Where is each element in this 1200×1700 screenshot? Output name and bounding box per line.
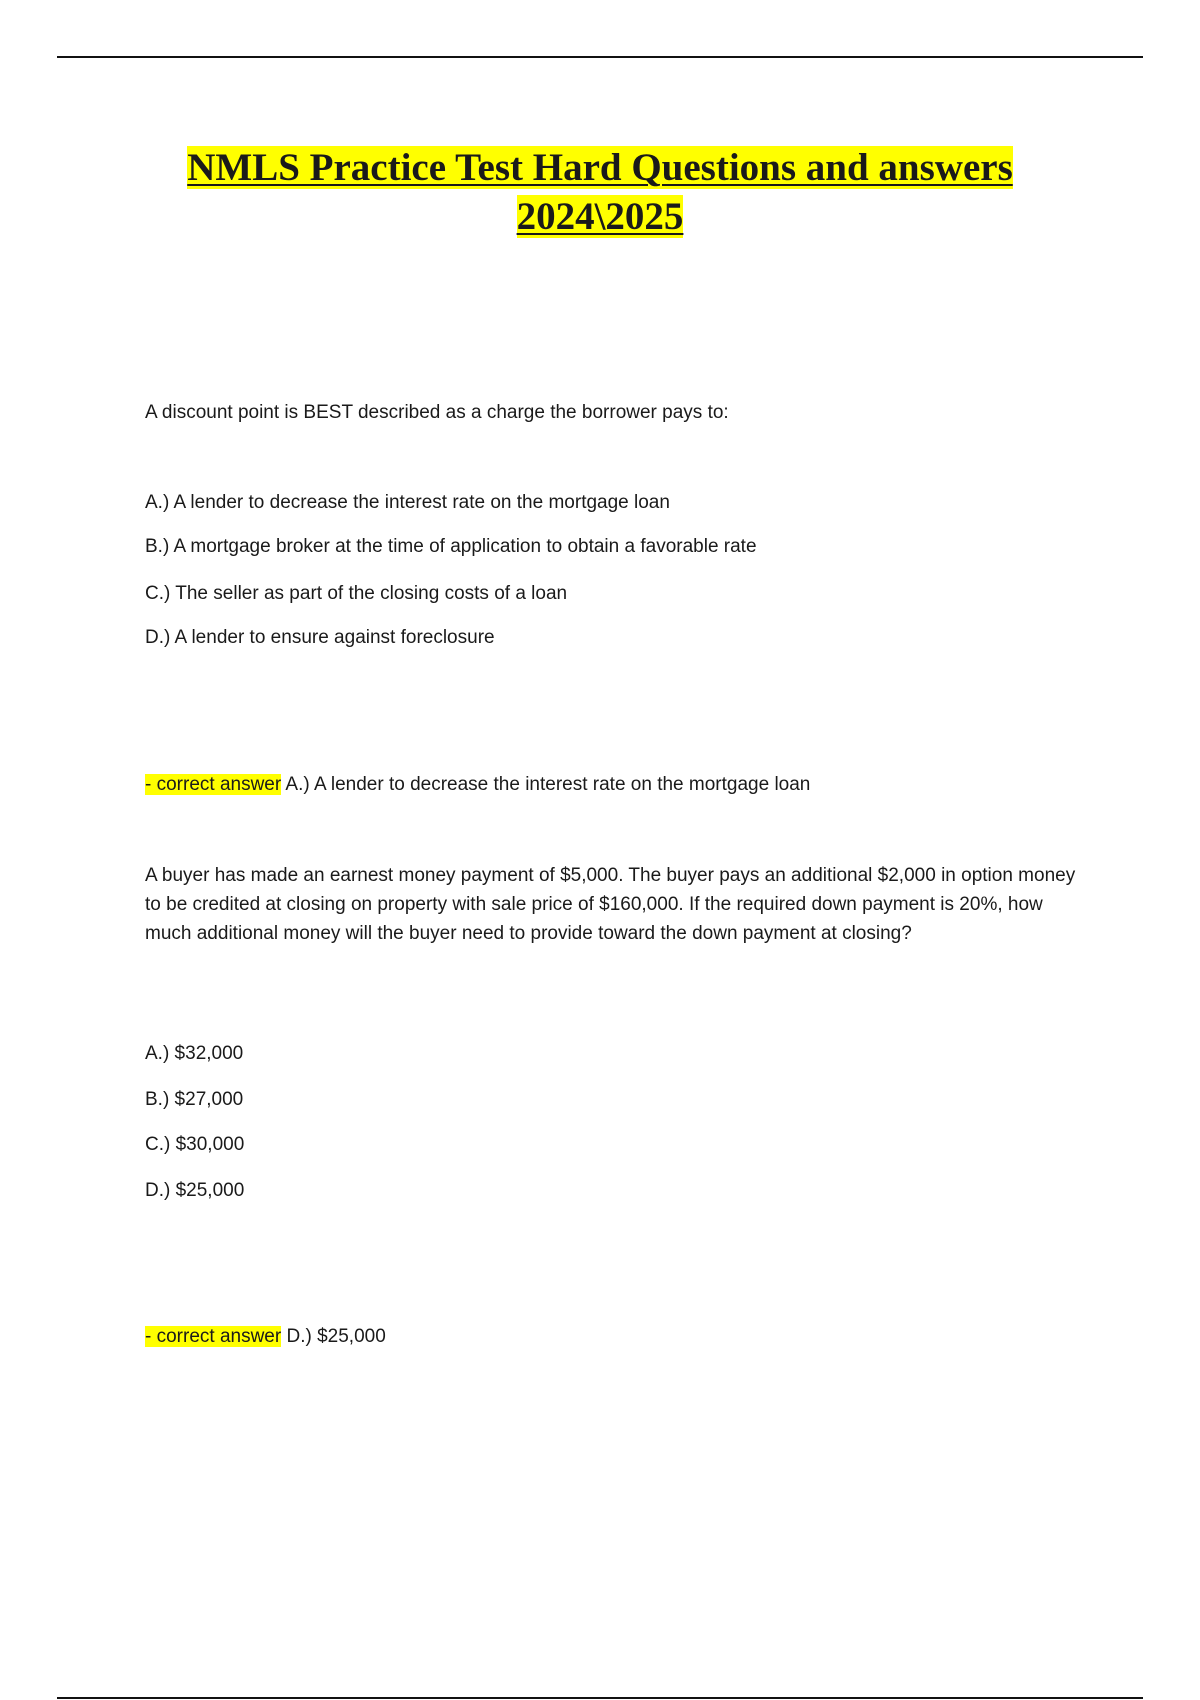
question-1-answer <box>145 770 810 799</box>
question-2-option-a: A.) $32,000 <box>145 1043 244 1064</box>
question-1-option-c: C.) The seller as part of the closing costs of a loan <box>145 583 568 604</box>
document-title <box>0 143 1200 241</box>
header-rule <box>57 56 1143 58</box>
title-line-2: 2024\2025 <box>516 195 684 238</box>
correct-answer-label: - correct answer <box>145 1326 282 1347</box>
question-2-option-b: B.) $27,000 <box>145 1089 244 1110</box>
question-2-option-c: C.) $30,000 <box>145 1134 245 1155</box>
footer-rule <box>57 1697 1143 1699</box>
question-1-prompt: A discount point is BEST described as a charge the borrower pays to: <box>145 402 729 423</box>
question-1-option-d: D.) A lender to ensure against foreclosure <box>145 627 495 648</box>
question-2-prompt: A buyer has made an earnest money payment of $5,000. The buyer pays an additional $2,000 in option money to be credited at closing on property with sale price of $160,000. If the required down payment is 20%, how much additional money will the buyer need to provide toward the down payment at closing? <box>145 865 1076 944</box>
title-line-1: NMLS Practice Test Hard Questions and answers <box>187 146 1013 189</box>
question-1-option-a: A.) A lender to decrease the interest rate on the mortgage loan <box>145 492 670 513</box>
question-1-answer-text: A.) A lender to decrease the interest rate on the mortgage loan <box>281 774 811 795</box>
correct-answer-label: - correct answer <box>145 774 282 795</box>
question-2-answer <box>145 1322 386 1351</box>
question-2-answer-text: D.) $25,000 <box>281 1326 386 1347</box>
question-2-option-d: D.) $25,000 <box>145 1180 245 1201</box>
question-1-option-b: B.) A mortgage broker at the time of application to obtain a favorable rate <box>145 536 757 557</box>
